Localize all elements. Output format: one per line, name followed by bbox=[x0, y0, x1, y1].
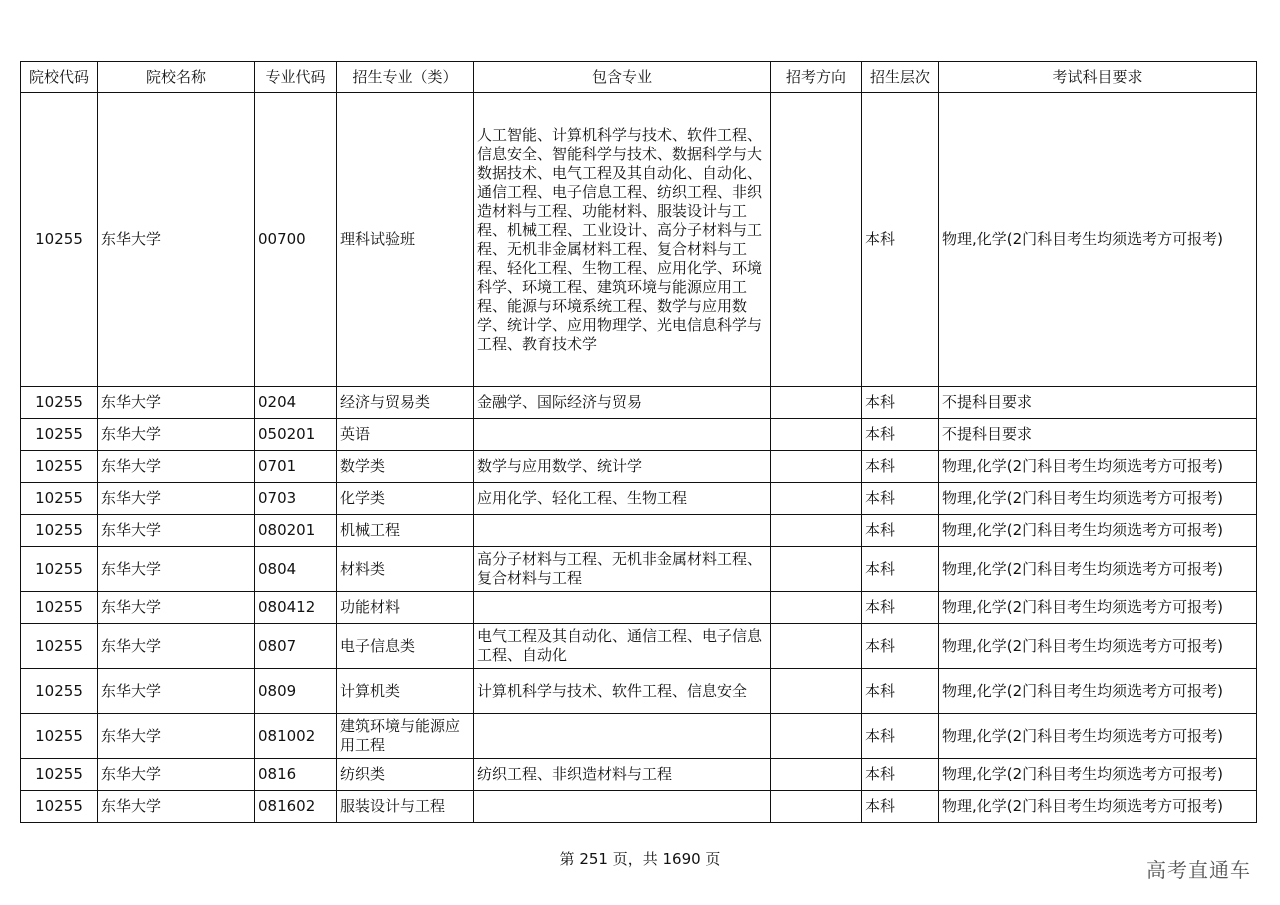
school-code-cell: 10255 bbox=[21, 759, 98, 791]
subject-requirements-cell: 物理,化学(2门科目考生均须选考方可报考) bbox=[939, 592, 1257, 624]
included-majors-cell bbox=[474, 592, 771, 624]
school-code-cell: 10255 bbox=[21, 387, 98, 419]
header-level: 招生层次 bbox=[862, 62, 939, 93]
header-direction: 招考方向 bbox=[771, 62, 862, 93]
admissions-table bbox=[20, 61, 1257, 823]
direction-cell bbox=[771, 93, 862, 387]
page-number: 第 251 页，共 1690 页 bbox=[559, 850, 721, 868]
major-cell: 服装设计与工程 bbox=[337, 791, 474, 823]
school-name-cell: 东华大学 bbox=[98, 483, 255, 515]
table-row bbox=[21, 387, 1257, 419]
major-cell: 建筑环境与能源应用工程 bbox=[337, 714, 474, 759]
header-row bbox=[21, 62, 1257, 93]
level-cell: 本科 bbox=[862, 93, 939, 387]
school-name-cell: 东华大学 bbox=[98, 419, 255, 451]
major-cell: 理科试验班 bbox=[337, 93, 474, 387]
school-name-cell: 东华大学 bbox=[98, 592, 255, 624]
level-cell: 本科 bbox=[862, 791, 939, 823]
school-code-cell: 10255 bbox=[21, 592, 98, 624]
major-code-cell: 0807 bbox=[255, 624, 337, 669]
table-row bbox=[21, 451, 1257, 483]
level-cell: 本科 bbox=[862, 483, 939, 515]
included-majors-cell: 计算机科学与技术、软件工程、信息安全 bbox=[474, 669, 771, 714]
major-cell: 经济与贸易类 bbox=[337, 387, 474, 419]
major-cell: 电子信息类 bbox=[337, 624, 474, 669]
header-school-code: 院校代码 bbox=[21, 62, 98, 93]
major-cell: 机械工程 bbox=[337, 515, 474, 547]
school-code-cell: 10255 bbox=[21, 515, 98, 547]
major-cell: 化学类 bbox=[337, 483, 474, 515]
level-cell: 本科 bbox=[862, 515, 939, 547]
subject-requirements-cell: 物理,化学(2门科目考生均须选考方可报考) bbox=[939, 669, 1257, 714]
table-row bbox=[21, 515, 1257, 547]
level-cell: 本科 bbox=[862, 419, 939, 451]
major-code-cell: 081602 bbox=[255, 791, 337, 823]
school-name-cell: 东华大学 bbox=[98, 451, 255, 483]
school-code-cell: 10255 bbox=[21, 714, 98, 759]
included-majors-cell: 电气工程及其自动化、通信工程、电子信息工程、自动化 bbox=[474, 624, 771, 669]
school-name-cell: 东华大学 bbox=[98, 515, 255, 547]
major-cell: 纺织类 bbox=[337, 759, 474, 791]
major-code-cell: 0703 bbox=[255, 483, 337, 515]
level-cell: 本科 bbox=[862, 759, 939, 791]
included-majors-cell: 应用化学、轻化工程、生物工程 bbox=[474, 483, 771, 515]
header-school-name: 院校名称 bbox=[98, 62, 255, 93]
included-majors-cell: 纺织工程、非织造材料与工程 bbox=[474, 759, 771, 791]
major-cell: 功能材料 bbox=[337, 592, 474, 624]
direction-cell bbox=[771, 387, 862, 419]
table-row bbox=[21, 419, 1257, 451]
included-majors-cell: 金融学、国际经济与贸易 bbox=[474, 387, 771, 419]
major-code-cell: 080201 bbox=[255, 515, 337, 547]
included-majors-cell bbox=[474, 791, 771, 823]
school-code-cell: 10255 bbox=[21, 547, 98, 592]
major-cell: 英语 bbox=[337, 419, 474, 451]
level-cell: 本科 bbox=[862, 669, 939, 714]
subject-requirements-cell: 物理,化学(2门科目考生均须选考方可报考) bbox=[939, 451, 1257, 483]
subject-requirements-cell: 不提科目要求 bbox=[939, 387, 1257, 419]
direction-cell bbox=[771, 483, 862, 515]
major-cell: 材料类 bbox=[337, 547, 474, 592]
major-code-cell: 0809 bbox=[255, 669, 337, 714]
header-subject-requirements: 考试科目要求 bbox=[939, 62, 1257, 93]
school-code-cell: 10255 bbox=[21, 419, 98, 451]
level-cell: 本科 bbox=[862, 624, 939, 669]
table-row bbox=[21, 624, 1257, 669]
table-row bbox=[21, 759, 1257, 791]
major-code-cell: 081002 bbox=[255, 714, 337, 759]
header-major: 招生专业（类） bbox=[337, 62, 474, 93]
table-row bbox=[21, 714, 1257, 759]
included-majors-cell bbox=[474, 714, 771, 759]
school-name-cell: 东华大学 bbox=[98, 791, 255, 823]
school-name-cell: 东华大学 bbox=[98, 547, 255, 592]
major-code-cell: 080412 bbox=[255, 592, 337, 624]
subject-requirements-cell: 物理,化学(2门科目考生均须选考方可报考) bbox=[939, 483, 1257, 515]
level-cell: 本科 bbox=[862, 592, 939, 624]
subject-requirements-cell: 不提科目要求 bbox=[939, 419, 1257, 451]
subject-requirements-cell: 物理,化学(2门科目考生均须选考方可报考) bbox=[939, 515, 1257, 547]
school-name-cell: 东华大学 bbox=[98, 759, 255, 791]
table-row bbox=[21, 547, 1257, 592]
direction-cell bbox=[771, 592, 862, 624]
direction-cell bbox=[771, 515, 862, 547]
subject-requirements-cell: 物理,化学(2门科目考生均须选考方可报考) bbox=[939, 714, 1257, 759]
school-name-cell: 东华大学 bbox=[98, 387, 255, 419]
subject-requirements-cell: 物理,化学(2门科目考生均须选考方可报考) bbox=[939, 791, 1257, 823]
direction-cell bbox=[771, 791, 862, 823]
major-cell: 数学类 bbox=[337, 451, 474, 483]
major-code-cell: 00700 bbox=[255, 93, 337, 387]
included-majors-cell: 人工智能、计算机科学与技术、软件工程、信息安全、智能科学与技术、数据科学与大数据技术、电气工程及其自动化、自动化、通信工程、电子信息工程、纺织工程、非织造材料与工程、功能材料、服装设计与工程、机械工程、工业设计、高分子材料与工程、无机非金属材料工程、复合材料与工程、轻化工程、生物工程、应用化学、环境科学、环境工程、建筑环境与能源应用工程、能源与环境系统工程、数学与应用数学、统计学、应用物理学、光电信息科学与工程、教育技术学 bbox=[474, 93, 771, 387]
school-name-cell: 东华大学 bbox=[98, 714, 255, 759]
school-code-cell: 10255 bbox=[21, 483, 98, 515]
watermark: 高考直通车 bbox=[1146, 858, 1251, 882]
table-row bbox=[21, 791, 1257, 823]
table-row bbox=[21, 669, 1257, 714]
direction-cell bbox=[771, 547, 862, 592]
level-cell: 本科 bbox=[862, 547, 939, 592]
direction-cell bbox=[771, 451, 862, 483]
header-included-majors: 包含专业 bbox=[474, 62, 771, 93]
subject-requirements-cell: 物理,化学(2门科目考生均须选考方可报考) bbox=[939, 624, 1257, 669]
school-code-cell: 10255 bbox=[21, 451, 98, 483]
major-code-cell: 0804 bbox=[255, 547, 337, 592]
school-code-cell: 10255 bbox=[21, 624, 98, 669]
major-code-cell: 0816 bbox=[255, 759, 337, 791]
school-code-cell: 10255 bbox=[21, 669, 98, 714]
level-cell: 本科 bbox=[862, 714, 939, 759]
table-row bbox=[21, 592, 1257, 624]
major-code-cell: 0701 bbox=[255, 451, 337, 483]
major-code-cell: 050201 bbox=[255, 419, 337, 451]
included-majors-cell: 数学与应用数学、统计学 bbox=[474, 451, 771, 483]
school-name-cell: 东华大学 bbox=[98, 93, 255, 387]
included-majors-cell: 高分子材料与工程、无机非金属材料工程、复合材料与工程 bbox=[474, 547, 771, 592]
major-code-cell: 0204 bbox=[255, 387, 337, 419]
school-name-cell: 东华大学 bbox=[98, 624, 255, 669]
table-row bbox=[21, 93, 1257, 387]
school-code-cell: 10255 bbox=[21, 93, 98, 387]
school-name-cell: 东华大学 bbox=[98, 669, 255, 714]
level-cell: 本科 bbox=[862, 451, 939, 483]
subject-requirements-cell: 物理,化学(2门科目考生均须选考方可报考) bbox=[939, 93, 1257, 387]
header-major-code: 专业代码 bbox=[255, 62, 337, 93]
included-majors-cell bbox=[474, 419, 771, 451]
direction-cell bbox=[771, 669, 862, 714]
direction-cell bbox=[771, 759, 862, 791]
included-majors-cell bbox=[474, 515, 771, 547]
subject-requirements-cell: 物理,化学(2门科目考生均须选考方可报考) bbox=[939, 547, 1257, 592]
subject-requirements-cell: 物理,化学(2门科目考生均须选考方可报考) bbox=[939, 759, 1257, 791]
table-row bbox=[21, 483, 1257, 515]
major-cell: 计算机类 bbox=[337, 669, 474, 714]
direction-cell bbox=[771, 714, 862, 759]
level-cell: 本科 bbox=[862, 387, 939, 419]
direction-cell bbox=[771, 419, 862, 451]
school-code-cell: 10255 bbox=[21, 791, 98, 823]
direction-cell bbox=[771, 624, 862, 669]
